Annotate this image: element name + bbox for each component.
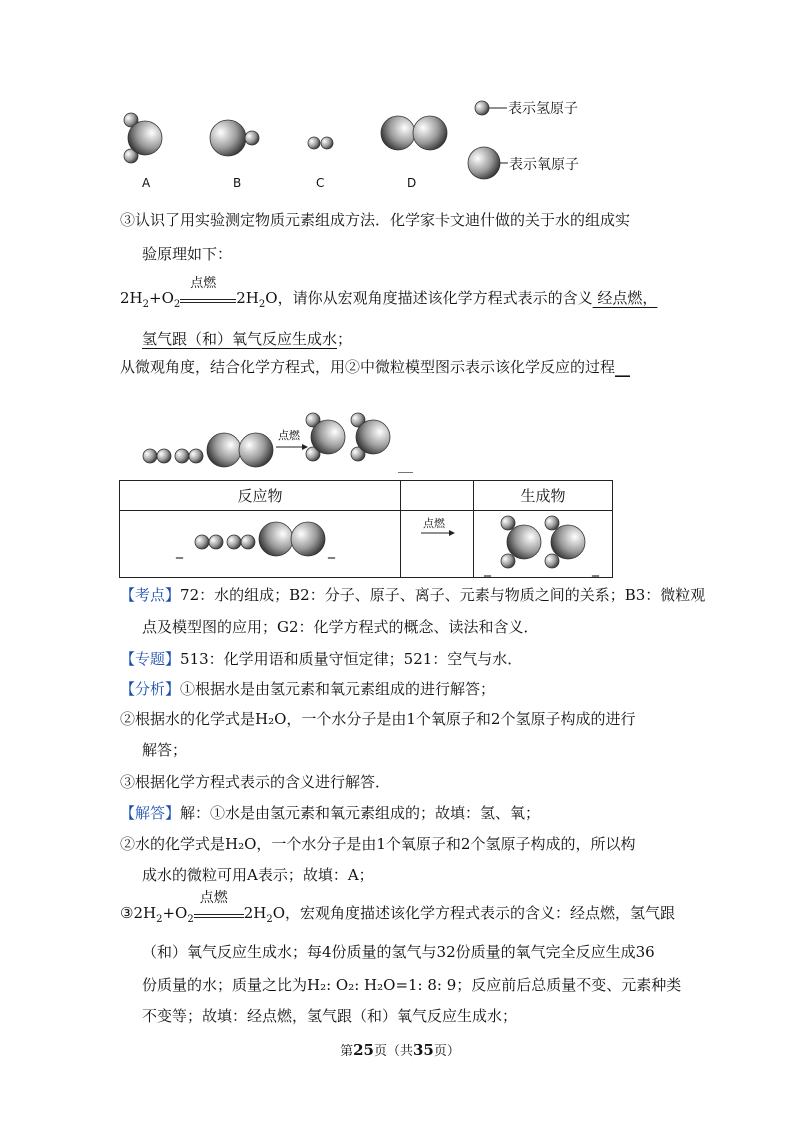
page-footer: 第25页（共35页） bbox=[340, 1041, 460, 1059]
legend-oxygen-label: 表示氧原子 bbox=[509, 157, 579, 173]
molecule-models-figure bbox=[0, 0, 800, 200]
page-number: 25 bbox=[353, 1041, 374, 1059]
zhuanti-line: 【专题】513：化学用语和质量守恒定律；521：空气与水． bbox=[120, 650, 523, 668]
q3-line4: 氢气跟（和）氧气反应生成水； bbox=[142, 330, 353, 348]
svg-text:_: _ bbox=[484, 561, 491, 577]
zhuanti-tag: 专题 bbox=[135, 650, 166, 668]
jieda-tag: 解答 bbox=[135, 804, 166, 822]
kaodian-line2: 点及模型图的应用；G2：化学方程式的概念、读法和含义． bbox=[142, 618, 539, 636]
jieda-line1: 【解答】解：①水是由氢元素和氧元素组成的；故填：氢、氧； bbox=[120, 804, 541, 822]
legend-oxygen bbox=[468, 147, 508, 179]
caption-b: B bbox=[233, 176, 242, 190]
jieda-line7: 不变等；故填：经点燃，氢气跟（和）氧气反应生成水； bbox=[142, 1007, 518, 1025]
reactant-h2 bbox=[143, 449, 203, 463]
reaction-table bbox=[119, 480, 613, 578]
fenxi-line4: ③根据化学方程式表示的含义进行解答． bbox=[120, 773, 391, 791]
q3-line2: 验原理如下： bbox=[142, 245, 233, 263]
fenxi-line1: 【分析】①根据水是由氢元素和氧元素组成的进行解答； bbox=[120, 680, 496, 698]
table-reactants-cell bbox=[120, 511, 401, 578]
model-b bbox=[210, 120, 259, 156]
fenxi-tag: 分析 bbox=[135, 680, 166, 698]
svg-text:_: _ bbox=[176, 543, 183, 559]
q3-answer-a: 经点燃， bbox=[592, 289, 658, 307]
caption-a: A bbox=[142, 176, 151, 190]
table-products-cell bbox=[474, 511, 613, 578]
product-water-1 bbox=[306, 413, 345, 461]
kaodian-tag: 考点 bbox=[135, 586, 166, 604]
product-water-2 bbox=[351, 413, 390, 461]
svg-text:_: _ bbox=[592, 561, 599, 577]
table-header-products: 生成物 bbox=[474, 481, 613, 511]
svg-text:_: _ bbox=[328, 543, 335, 559]
model-c bbox=[308, 137, 333, 149]
reaction-arrow-label: 点燃 bbox=[278, 429, 300, 442]
q3-line1: ③认识了用实验测定物质元素组成方法．化学家卡文迪什做的关于水的组成实 bbox=[120, 211, 631, 229]
q3-equation-line: $2H_2+O_2$ 点燃 $2H_2O$，请你从宏观角度描述该化学方程式表示的含义 经点燃， bbox=[120, 276, 658, 310]
table-products-figure bbox=[474, 511, 612, 577]
model-a bbox=[124, 113, 162, 163]
jieda-line3: 成水的微粒可用A表示；故填：A； bbox=[142, 866, 374, 884]
table-arrow-label: 点燃 bbox=[423, 517, 445, 530]
fenxi-line2: ②根据水的化学式是H₂O，一个水分子是由1个氧原子和2个氢原子构成的进行 bbox=[120, 710, 636, 728]
q3-line5: 从微观角度，结合化学方程式，用②中微粒模型图示表示该化学反应的过程__ bbox=[120, 358, 631, 376]
reactant-o2 bbox=[207, 433, 273, 467]
caption-c: C bbox=[316, 176, 325, 190]
kaodian-line1: 【考点】72：水的组成；B2：分子、原子、离子、元素与物质之间的关系；B3：微粒观 bbox=[120, 586, 706, 604]
table-header-reactants: 反应物 bbox=[120, 481, 401, 511]
fenxi-line3: 解答； bbox=[142, 741, 188, 759]
q3-condition: 点燃 bbox=[190, 276, 217, 291]
page-total: 35 bbox=[413, 1041, 434, 1059]
table-reactants-figure bbox=[120, 511, 400, 577]
q3-answer-b: 氢气跟（和）氧气反应生成水 bbox=[142, 330, 338, 348]
illustration-blank: __ bbox=[398, 455, 413, 473]
jieda-line4: $③2H_2+O_2$ 点燃 $2H_2O$，宏观角度描述该化学方程式表示的含义：经点燃，氢气跟 bbox=[120, 890, 676, 925]
jieda-line2: ②水的化学式是H₂O，一个水分子是由1个氧原子和2个氢原子构成的，所以构 bbox=[120, 835, 636, 853]
jieda-condition: 点燃 bbox=[199, 890, 228, 906]
caption-d: D bbox=[407, 176, 417, 190]
legend-hydrogen-label: 表示氢原子 bbox=[508, 101, 578, 117]
model-d bbox=[381, 116, 447, 150]
jieda-line6: 份质量的水；质量之比为H₂: O₂: H₂O=1: 8: 9；反应前后总质量不变、元素种类 bbox=[142, 976, 682, 994]
table-arrow-cell bbox=[401, 511, 474, 578]
legend-hydrogen bbox=[475, 101, 507, 115]
jieda-line5: （和）氧气反应生成水；每4份质量的氢气与32份质量的氧气完全反应生成36 bbox=[142, 943, 655, 961]
